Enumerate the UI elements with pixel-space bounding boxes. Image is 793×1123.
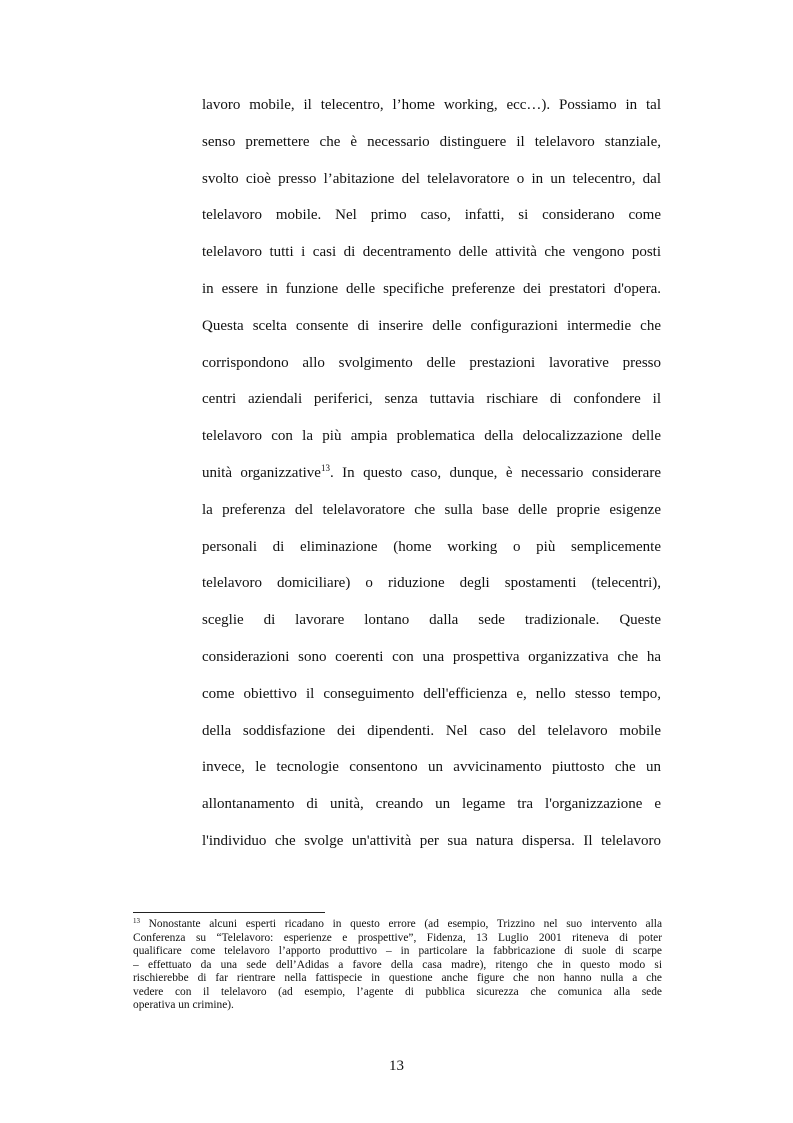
text-line: telelavoro tutti i casi di decentramento delle attività che vengono posti: [202, 244, 661, 261]
footnote-line: rischierebbe di far rientrare nella fattispecie in questione anche figure che non hanno nulla a che: [133, 972, 662, 984]
text-fragment: . In questo caso, dunque, è necessario considerare: [329, 464, 661, 481]
text-line: considerazioni sono coerenti con una prospettiva organizzativa che ha: [202, 648, 661, 665]
text-line: telelavoro con la più ampia problematica della delocalizzazione delle: [202, 428, 661, 445]
text-line: della soddisfazione dei dipendenti. Nel caso del telelavoro mobile: [202, 722, 661, 739]
text-line: senso premettere che è necessario distinguere il telelavoro stanziale,: [202, 133, 661, 150]
footnote-line: qualificare come telelavoro l’apporto produttivo – in particolare la fabbricazione di suole di scarpe: [133, 945, 662, 957]
text-line: invece, le tecnologie consentono un avvicinamento piuttosto che un: [202, 759, 661, 776]
text-line: come obiettivo il conseguimento dell'efficienza e, nello stesso tempo,: [202, 685, 661, 702]
footnote-reference[interactable]: 13: [320, 462, 330, 473]
footnote-line: [133, 918, 662, 932]
text-line: allontanamento di unità, creando un legame tra l'organizzazione e: [202, 796, 661, 813]
main-text-block: [202, 87, 661, 860]
text-line: svolto cioè presso l’abitazione del telelavoratore o in un telecentro, dal: [202, 170, 661, 187]
text-line: centri aziendali periferici, senza tuttavia rischiare di confondere il: [202, 391, 661, 408]
footnote-line: Conferenza su “Telelavoro: esperienze e prospettive”, Fidenza, 13 Luglio 2001 riteneva di poter: [133, 931, 662, 944]
text-line: Questa scelta consente di inserire delle configurazioni intermedie che: [202, 317, 661, 334]
text-line: in essere in funzione delle specifiche preferenze dei prestatori d'opera.: [202, 280, 661, 297]
text-line: telelavoro mobile. Nel primo caso, infatti, si considerano come: [202, 207, 661, 224]
footnote: [133, 918, 662, 1013]
text-fragment: unità organizzative: [202, 464, 321, 481]
text-line-with-footnote-ref: [202, 455, 661, 492]
footnote-line: vedere con il telelavoro (ad esempio, l’agente di pubblica sicurezza che comunica alla sede: [133, 985, 662, 998]
text-line: telelavoro domiciliare) o riduzione degli spostamenti (telecentri),: [202, 575, 661, 592]
footnote-line: operativa un crimine).: [133, 999, 234, 1011]
text-line: l'individuo che svolge un'attività per sua natura dispersa. Il telelavoro: [202, 832, 661, 849]
text-line: la preferenza del telelavoratore che sulla base delle proprie esigenze: [202, 501, 661, 518]
page-number: 13: [389, 1058, 404, 1074]
text-line: lavoro mobile, il telecentro, l’home working, ecc…). Possiamo in tal: [202, 97, 661, 113]
text-line: sceglie di lavorare lontano dalla sede tradizionale. Queste: [202, 612, 661, 629]
footnote-line: – effettuato da una sede dell’Adidas a favore della casa madre), ritengo che in questo modo si: [133, 958, 662, 971]
footnote-separator: [133, 912, 325, 913]
footnote-text: Nonostante alcuni esperti ricadano in questo errore (ad esempio, Trizzino nel suo intervento alla: [140, 918, 662, 930]
footnote-number: 13: [133, 918, 140, 925]
text-line: corrispondono allo svolgimento delle prestazioni lavorative presso: [202, 354, 661, 371]
text-line: personali di eliminazione (home working o più semplicemente: [202, 538, 661, 555]
